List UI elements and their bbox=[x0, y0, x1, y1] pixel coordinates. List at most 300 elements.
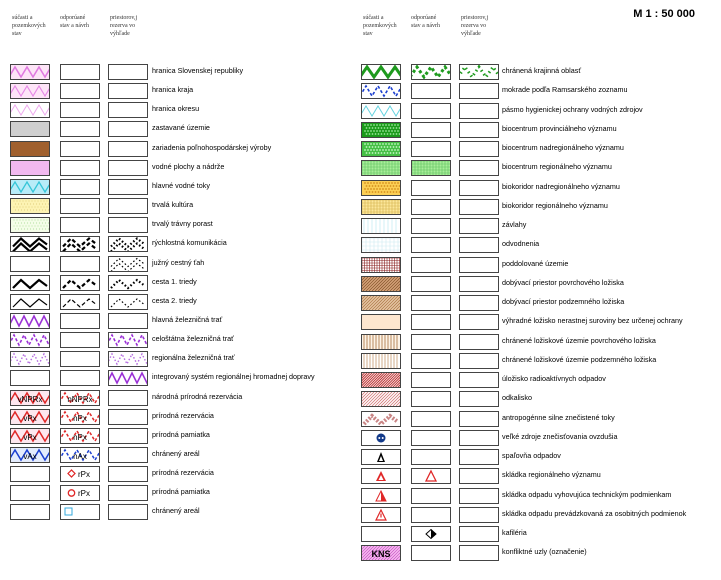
legend-symbol-box-2 bbox=[411, 411, 451, 427]
legend-row bbox=[361, 218, 701, 234]
legend-symbol-box-2 bbox=[411, 103, 451, 119]
sym-kafileria-symbol bbox=[412, 527, 450, 541]
legend-symbol-box-2 bbox=[411, 83, 451, 99]
svg-text:nPx: nPx bbox=[73, 432, 87, 442]
legend-label: biokoridor regionálneho významu bbox=[502, 200, 608, 210]
legend-symbol-box-1 bbox=[361, 83, 401, 99]
legend-row bbox=[361, 314, 701, 330]
dots-green-symbol bbox=[11, 218, 49, 232]
legend-symbol-box-3 bbox=[459, 218, 499, 234]
legend-symbol-box-2 bbox=[60, 447, 100, 463]
legend-symbol-box-1 bbox=[10, 332, 50, 348]
legend-label: prírodná pamiatka bbox=[152, 429, 210, 439]
bio-light-symbol bbox=[362, 161, 400, 175]
legend-symbol-box-2 bbox=[60, 64, 100, 80]
legend-symbol-box-1 bbox=[10, 390, 50, 406]
legend-symbol-box-3 bbox=[108, 198, 148, 214]
legend-symbol-box-1 bbox=[361, 122, 401, 138]
sym-tri-outline-symbol bbox=[412, 469, 450, 483]
svg-text:vAx: vAx bbox=[23, 452, 37, 461]
legend-symbol-box-2 bbox=[411, 257, 451, 273]
svg-text:vPx: vPx bbox=[23, 432, 37, 442]
legend-symbol-box-2 bbox=[60, 275, 100, 291]
legend-symbol-box-2 bbox=[60, 409, 100, 425]
legend-symbol-box-2 bbox=[411, 141, 451, 157]
legend-symbol-box-1 bbox=[10, 428, 50, 444]
legend-symbol-box-3 bbox=[108, 179, 148, 195]
legend-label: mokrade podľa Ramsarského zoznamu bbox=[502, 85, 628, 95]
legend-symbol-box-2 bbox=[411, 353, 451, 369]
nat-blue-symbol bbox=[11, 448, 49, 462]
legend-row bbox=[10, 256, 350, 272]
water-cyan-symbol bbox=[11, 180, 49, 194]
legend-row bbox=[361, 295, 701, 311]
legend-symbol-box-3 bbox=[108, 351, 148, 367]
legend-row bbox=[361, 411, 701, 427]
legend-label: prírodná pamiatka bbox=[152, 487, 210, 497]
legend-symbol-box-3 bbox=[459, 411, 499, 427]
legend-symbol-box-2 bbox=[60, 102, 100, 118]
legend-symbol-box-3 bbox=[459, 334, 499, 350]
legend-symbol-box-3 bbox=[459, 391, 499, 407]
legend-row bbox=[10, 409, 350, 425]
legend-symbol-box-1 bbox=[361, 199, 401, 215]
zavlahy-symbol bbox=[362, 219, 400, 233]
legend-symbol-box-2 bbox=[411, 430, 451, 446]
legend-symbol-box-1 bbox=[10, 236, 50, 252]
legend-label: regionálna železničná trať bbox=[152, 353, 235, 363]
legend-row bbox=[10, 466, 350, 482]
header-current-state-right: súčasti a pozemkových stav bbox=[363, 15, 397, 37]
legend-row bbox=[361, 83, 701, 99]
legend-symbol-box-3 bbox=[459, 83, 499, 99]
legend-symbol-box-2 bbox=[411, 160, 451, 176]
legend-symbol-box-3 bbox=[459, 353, 499, 369]
legend-symbol-box-2 bbox=[60, 141, 100, 157]
legend-symbol-box-1 bbox=[10, 447, 50, 463]
legend-row bbox=[361, 488, 701, 504]
legend-symbol-box-2 bbox=[60, 332, 100, 348]
legend-symbol-box-1 bbox=[361, 295, 401, 311]
rail-purple-dot-symbol bbox=[109, 352, 147, 366]
legend-symbol-box-1 bbox=[361, 160, 401, 176]
header-proposed-state: odporúané stav a návrh bbox=[60, 15, 89, 29]
road-single-dash-thin-symbol bbox=[61, 295, 99, 309]
legend-symbol-box-3 bbox=[459, 122, 499, 138]
legend-label: biokoridor nadregionálneho významu bbox=[502, 181, 620, 191]
kns-symbol bbox=[362, 546, 400, 560]
rail-purple-dash-symbol bbox=[11, 333, 49, 347]
legend-symbol-box-2 bbox=[60, 313, 100, 329]
legend-symbol-box-1 bbox=[10, 256, 50, 272]
legend-row bbox=[10, 83, 350, 99]
legend-symbol-box-2 bbox=[411, 507, 451, 523]
legend-label: výhradné ložisko nerastnej suroviny bez určenej ochrany bbox=[502, 316, 683, 326]
legend-symbol-box-1 bbox=[10, 313, 50, 329]
legend-symbol-box-2 bbox=[411, 199, 451, 215]
legend-row bbox=[361, 353, 701, 369]
legend-symbol-box-3 bbox=[108, 217, 148, 233]
legend-symbol-box-2 bbox=[60, 466, 100, 482]
legend-symbol-box-3 bbox=[108, 390, 148, 406]
legend-row bbox=[361, 468, 701, 484]
nat-red-symbol bbox=[11, 410, 49, 424]
legend-symbol-box-3 bbox=[108, 447, 148, 463]
legend-row bbox=[361, 430, 701, 446]
border-pink-symbol bbox=[11, 84, 49, 98]
legend-label: chránená krajinná oblasť bbox=[502, 66, 582, 75]
legend-row bbox=[10, 198, 350, 214]
legend-symbol-box-2 bbox=[411, 64, 451, 80]
legend-label: dobývací priestor povrchového ložiska bbox=[502, 277, 624, 287]
legend-symbol-box-2 bbox=[411, 218, 451, 234]
nat-blue-d-symbol bbox=[61, 448, 99, 462]
nat-nprx-symbol bbox=[11, 391, 49, 405]
legend-symbol-box-3 bbox=[459, 314, 499, 330]
hatch-red-symbol bbox=[362, 373, 400, 387]
legend-label: južný cestný ťah bbox=[152, 257, 205, 267]
border-pink-light-symbol bbox=[11, 103, 49, 117]
rail-purple-symbol bbox=[109, 371, 147, 385]
legend-row bbox=[10, 217, 350, 233]
legend-symbol-box-3 bbox=[459, 180, 499, 196]
legend-symbol-box-1 bbox=[10, 121, 50, 137]
hatch-brown-light-symbol bbox=[362, 296, 400, 310]
legend-label: konfliktné uzly (označenie) bbox=[502, 547, 587, 557]
chko-green-dot-symbol bbox=[460, 65, 498, 79]
legend-row bbox=[10, 275, 350, 291]
legend-symbol-box-2 bbox=[60, 485, 100, 501]
legend-label: kafiléria bbox=[502, 528, 527, 537]
legend-row bbox=[10, 351, 350, 367]
legend-symbol-box-1 bbox=[361, 64, 401, 80]
legend-row bbox=[10, 160, 350, 176]
legend-label: spaľovňa odpadov bbox=[502, 451, 561, 460]
legend-symbol-box-3 bbox=[459, 103, 499, 119]
legend-row bbox=[10, 485, 350, 501]
legend-symbol-box-1 bbox=[361, 545, 401, 561]
legend-symbol-box-3 bbox=[108, 294, 148, 310]
legend-symbol-box-3 bbox=[108, 160, 148, 176]
legend-symbol-box-3 bbox=[459, 526, 499, 542]
legend-symbol-box-2 bbox=[411, 372, 451, 388]
legend-label: hranica Slovenskej republiky bbox=[152, 66, 244, 75]
legend-label: chránené ložiskové územie povrchového ložiska bbox=[502, 335, 656, 345]
legend-symbol-box-2 bbox=[411, 449, 451, 465]
header-proposed-state-right: odporúané stav a návrh bbox=[411, 15, 440, 29]
legend-label: skládka odpadu vyhovujúca technickým podmienkam bbox=[502, 489, 672, 499]
legend-label: chránené ložiskové územie podzemného ložiska bbox=[502, 354, 657, 364]
legend-row bbox=[361, 141, 701, 157]
sym-circle-symbol bbox=[61, 486, 99, 500]
legend-label: národná prírodná rezervácia bbox=[152, 391, 243, 401]
svg-text:vPx: vPx bbox=[23, 413, 37, 423]
legend-row bbox=[361, 276, 701, 292]
legend-symbol-box-1 bbox=[361, 430, 401, 446]
legend-label: hlavná železničná trať bbox=[152, 314, 223, 324]
svg-text:vNPRx: vNPRx bbox=[17, 394, 43, 404]
legend-label: cesta 1. triedy bbox=[152, 276, 197, 286]
koridor-orange-symbol bbox=[362, 181, 400, 195]
legend-symbol-box-3 bbox=[459, 507, 499, 523]
road-single-bold-symbol bbox=[11, 276, 49, 290]
road-single-dot-thin-symbol bbox=[109, 295, 147, 309]
map-scale: M 1 : 50 000 bbox=[633, 8, 695, 20]
legend-row bbox=[361, 180, 701, 196]
legend-symbol-box-3 bbox=[459, 430, 499, 446]
legend-symbol-box-3 bbox=[459, 237, 499, 253]
legend-symbol-box-1 bbox=[361, 353, 401, 369]
legend-symbol-box-2 bbox=[60, 390, 100, 406]
legend-row bbox=[361, 545, 701, 561]
header-reserve-right: priestorov,j rezerva vo výhľade bbox=[461, 15, 489, 37]
legend-label: celoštátna železničná trať bbox=[152, 334, 234, 344]
legend-symbol-box-2 bbox=[60, 351, 100, 367]
legend-label: biocentrum regionálneho významu bbox=[502, 162, 612, 172]
legend-label: skládka regionálneho významu bbox=[502, 470, 601, 480]
legend-symbol-box-1 bbox=[361, 218, 401, 234]
legend-symbol-box-2 bbox=[411, 314, 451, 330]
nat-nprx-d-symbol bbox=[61, 391, 99, 405]
road-double-dot-symbol bbox=[109, 237, 147, 251]
legend-label: poddolované územie bbox=[502, 258, 569, 268]
legend-symbol-box-2 bbox=[411, 526, 451, 542]
legend-symbol-box-3 bbox=[459, 199, 499, 215]
legend-symbol-box-3 bbox=[108, 370, 148, 386]
legend-symbol-box-3 bbox=[459, 160, 499, 176]
legend-symbol-box-2 bbox=[411, 276, 451, 292]
legend-symbol-box-1 bbox=[361, 141, 401, 157]
legend-symbol-box-1 bbox=[10, 294, 50, 310]
legend-symbol-box-2 bbox=[411, 295, 451, 311]
legend-symbol-box-3 bbox=[108, 102, 148, 118]
svg-text:nAx: nAx bbox=[73, 452, 87, 461]
hatch-brown-symbol bbox=[362, 277, 400, 291]
legend-symbol-box-1 bbox=[10, 370, 50, 386]
header-current-state: súčasti a pozemkových stav bbox=[12, 15, 46, 37]
legend-row bbox=[361, 122, 701, 138]
legend-symbol-box-2 bbox=[60, 236, 100, 252]
svg-text:KNS: KNS bbox=[371, 549, 391, 560]
legend-row bbox=[361, 526, 701, 542]
legend-row bbox=[10, 179, 350, 195]
legend-row bbox=[10, 102, 350, 118]
legend-symbol-box-3 bbox=[459, 257, 499, 273]
legend-symbol-box-2 bbox=[60, 83, 100, 99]
rail-purple-symbol bbox=[11, 314, 49, 328]
legend-label: biocentrum nadregionálneho významu bbox=[502, 143, 624, 152]
legend-symbol-box-1 bbox=[10, 466, 50, 482]
rail-purple-dash-symbol bbox=[109, 333, 147, 347]
legend-row bbox=[361, 334, 701, 350]
legend-label: trvalý trávny porast bbox=[152, 219, 213, 229]
road-single-dash-symbol bbox=[61, 276, 99, 290]
legend-label: rýchlostná komunikácia bbox=[152, 238, 227, 248]
legend-row bbox=[10, 428, 350, 444]
legend-symbol-box-1 bbox=[361, 237, 401, 253]
legend-label: úložisko radioaktívnych odpadov bbox=[502, 374, 606, 383]
legend-label: prírodná rezervácia bbox=[152, 468, 214, 478]
legend-row bbox=[10, 236, 350, 252]
legend-symbol-box-2 bbox=[60, 217, 100, 233]
legend-symbol-box-1 bbox=[10, 217, 50, 233]
legend-symbol-box-1 bbox=[10, 275, 50, 291]
nat-red-d-symbol bbox=[61, 429, 99, 443]
legend-symbol-box-1 bbox=[361, 526, 401, 542]
legend-label: skládka odpadu prevádzkovaná za osobitných podmienok bbox=[502, 508, 687, 518]
svg-text:nNPRx: nNPRx bbox=[67, 394, 93, 404]
legend-symbol-box-1 bbox=[10, 504, 50, 520]
legend-label: odvodnenia bbox=[502, 239, 540, 249]
legend-symbol-box-1 bbox=[361, 449, 401, 465]
legend-symbol-box-1 bbox=[10, 351, 50, 367]
legend-label: chránený areál bbox=[152, 449, 200, 458]
hatch-red-light-symbol bbox=[362, 392, 400, 406]
road-single-dot-symbol bbox=[109, 276, 147, 290]
sym-tri-half-symbol bbox=[362, 489, 400, 503]
legend-symbol-box-2 bbox=[60, 428, 100, 444]
legend-symbol-box-2 bbox=[411, 122, 451, 138]
sym-tri-fill-symbol bbox=[362, 469, 400, 483]
legend-symbol-box-1 bbox=[10, 102, 50, 118]
legend-label: integrovaný systém regionálnej hromadnej dopravy bbox=[152, 372, 315, 382]
koridor-yellow-symbol bbox=[362, 200, 400, 214]
legend-symbol-box-1 bbox=[10, 160, 50, 176]
legend-symbol-box-3 bbox=[108, 428, 148, 444]
sym-air-symbol bbox=[362, 431, 400, 445]
legend-label: cesta 2. triedy bbox=[152, 295, 197, 305]
legend-symbol-box-1 bbox=[10, 141, 50, 157]
legend-symbol-box-1 bbox=[361, 488, 401, 504]
legend-symbol-box-3 bbox=[108, 64, 148, 80]
legend-symbol-box-3 bbox=[108, 409, 148, 425]
legend-symbol-box-3 bbox=[108, 466, 148, 482]
fill-gray-symbol bbox=[11, 122, 49, 136]
legend-row bbox=[361, 449, 701, 465]
legend-symbol-box-1 bbox=[361, 180, 401, 196]
svg-text:rPx: rPx bbox=[78, 489, 90, 499]
legend-symbol-box-1 bbox=[361, 103, 401, 119]
legend-row bbox=[361, 160, 701, 176]
legend-label: hranica kraja bbox=[152, 85, 194, 95]
legend-label: hranica okresu bbox=[152, 104, 200, 114]
road-double-dash-symbol bbox=[61, 237, 99, 251]
legend-row bbox=[10, 64, 350, 80]
legend-symbol-box-2 bbox=[411, 237, 451, 253]
legend-row bbox=[361, 237, 701, 253]
legend-symbol-box-2 bbox=[411, 334, 451, 350]
sym-tri-excl-symbol bbox=[362, 508, 400, 522]
legend-symbol-box-1 bbox=[361, 372, 401, 388]
legend-row bbox=[361, 199, 701, 215]
legend-row bbox=[10, 141, 350, 157]
legend-symbol-box-2 bbox=[411, 545, 451, 561]
legend-row bbox=[361, 64, 701, 80]
legend-symbol-box-1 bbox=[10, 409, 50, 425]
legend-label: antropogénne silne znečistené toky bbox=[502, 412, 615, 422]
legend-symbol-box-3 bbox=[459, 468, 499, 484]
legend-symbol-box-1 bbox=[361, 334, 401, 350]
legend-symbol-box-3 bbox=[108, 141, 148, 157]
bio-light-symbol bbox=[412, 161, 450, 175]
vlines-brown-symbol bbox=[362, 335, 400, 349]
legend-symbol-box-3 bbox=[108, 256, 148, 272]
legend-symbol-box-3 bbox=[459, 488, 499, 504]
legend-label: odkalisko bbox=[502, 393, 532, 403]
sym-incin-symbol bbox=[362, 450, 400, 464]
legend-label: zastavané územie bbox=[152, 123, 210, 133]
legend-symbol-box-3 bbox=[108, 275, 148, 291]
bio-dark-symbol bbox=[362, 123, 400, 137]
legend-symbol-box-1 bbox=[10, 64, 50, 80]
legend-symbol-box-2 bbox=[411, 391, 451, 407]
header-reserve: priestorov,j rezerva vo výhľade bbox=[110, 15, 138, 37]
legend-symbol-box-1 bbox=[10, 83, 50, 99]
chko-green-dash-symbol bbox=[412, 65, 450, 79]
svg-text:rPx: rPx bbox=[78, 470, 90, 480]
legend-symbol-box-2 bbox=[60, 504, 100, 520]
legend-row bbox=[10, 504, 350, 520]
legend-row bbox=[10, 390, 350, 406]
legend-symbol-box-3 bbox=[459, 141, 499, 157]
legend-symbol-box-3 bbox=[108, 83, 148, 99]
legend-symbol-box-2 bbox=[411, 488, 451, 504]
legend-symbol-box-1 bbox=[361, 276, 401, 292]
fill-cream-symbol bbox=[362, 315, 400, 329]
legend-symbol-box-2 bbox=[60, 160, 100, 176]
road-single-symbol bbox=[11, 295, 49, 309]
ramsar-blue-symbol bbox=[362, 84, 400, 98]
legend-row bbox=[361, 507, 701, 523]
legend-symbol-box-2 bbox=[60, 294, 100, 310]
vlines-brown-light-symbol bbox=[362, 354, 400, 368]
legend-row bbox=[10, 447, 350, 463]
legend-row bbox=[10, 294, 350, 310]
fill-pink-symbol bbox=[11, 161, 49, 175]
svg-text:nPx: nPx bbox=[73, 413, 87, 423]
chko-green-symbol bbox=[362, 65, 400, 79]
legend-symbol-box-3 bbox=[459, 545, 499, 561]
legend-row bbox=[10, 370, 350, 386]
legend-symbol-box-3 bbox=[108, 121, 148, 137]
legend-label: hlavné vodné toky bbox=[152, 180, 210, 190]
road-double-symbol bbox=[11, 237, 49, 251]
legend-symbol-box-1 bbox=[10, 198, 50, 214]
legend-symbol-box-2 bbox=[60, 198, 100, 214]
legend-symbol-box-2 bbox=[60, 179, 100, 195]
legend-symbol-box-2 bbox=[411, 180, 451, 196]
legend-symbol-box-3 bbox=[108, 485, 148, 501]
legend-symbol-box-2 bbox=[60, 121, 100, 137]
legend-row bbox=[10, 313, 350, 329]
sym-diamond-symbol bbox=[61, 467, 99, 481]
legend-symbol-box-2 bbox=[411, 468, 451, 484]
nat-red-symbol bbox=[11, 429, 49, 443]
legend-label: biocentrum provinciálneho významu bbox=[502, 123, 617, 133]
legend-row bbox=[10, 332, 350, 348]
legend-label: chránený areál bbox=[152, 506, 200, 516]
legend-row bbox=[361, 257, 701, 273]
legend-label: trvalá kultúra bbox=[152, 200, 194, 210]
legend-row bbox=[361, 103, 701, 119]
legend-symbol-box-1 bbox=[361, 411, 401, 427]
dots-yellow-symbol bbox=[11, 199, 49, 213]
legend-row bbox=[361, 372, 701, 388]
border-pink-strong-symbol bbox=[11, 65, 49, 79]
legend-symbol-box-3 bbox=[459, 64, 499, 80]
legend-label: dobývací priestor podzemného ložiska bbox=[502, 297, 625, 306]
rail-purple-dot-symbol bbox=[11, 352, 49, 366]
